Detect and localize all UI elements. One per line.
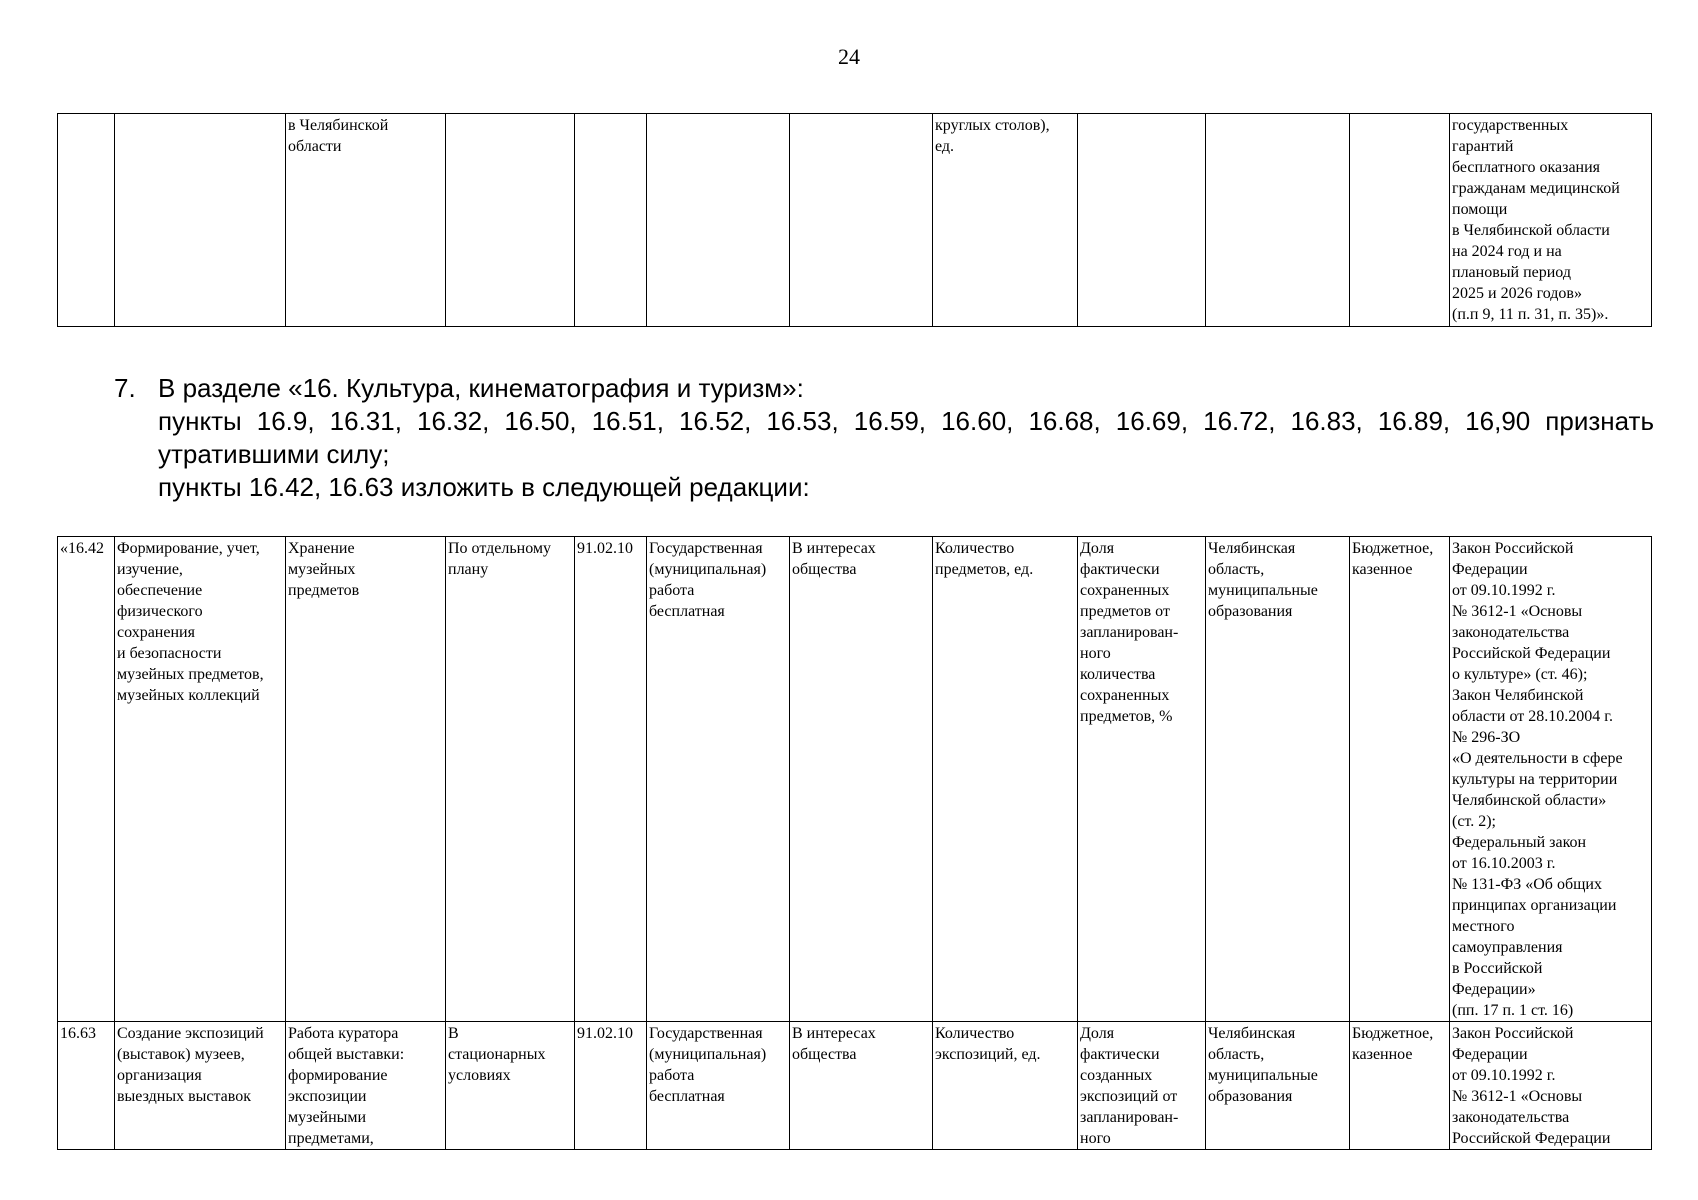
continuation-table <box>57 113 1652 327</box>
table-cell: Государственная (муниципальная) работа бесплатная <box>647 1022 790 1150</box>
table-cell <box>1350 114 1450 327</box>
table-cell: В стационарных условиях <box>446 1022 575 1150</box>
table-cell: круглых столов), ед. <box>933 114 1078 327</box>
table-cell <box>115 114 286 327</box>
table-cell: Хранение музейных предметов <box>286 537 446 1022</box>
table-cell: «16.42 <box>58 537 115 1022</box>
table-cell <box>575 114 647 327</box>
table-cell <box>790 114 933 327</box>
table-cell: Закон Российской Федерации от 09.10.1992 г. № 3612-1 «Основы законодательства Российской Федерации о культуре» (ст. 46); Закон Челябинской области от 28.10.2004 г. № 296-ЗО «О деятельности в сфере культуры на территории Челябинской области» (ст. 2); Федеральный закон от 16.10.2003 г. № 131-ФЗ «Об общих принципах организации местного самоуправления в Российской Федерации» (пп. 17 п. 1 ст. 16) <box>1450 537 1652 1022</box>
table-cell: В интересах общества <box>790 1022 933 1150</box>
table-cell: Закон Российской Федерации от 09.10.1992 г. № 3612-1 «Основы законодательства Российской Федерации <box>1450 1022 1652 1150</box>
table-cell <box>647 114 790 327</box>
table-cell: Государственная (муниципальная) работа бесплатная <box>647 537 790 1022</box>
table-cell: В интересах общества <box>790 537 933 1022</box>
table-row <box>58 537 1652 1022</box>
table-cell: Челябинская область, муниципальные образования <box>1206 1022 1350 1150</box>
table-cell <box>446 114 575 327</box>
table-cell <box>1206 114 1350 327</box>
table-cell: 91.02.10 <box>575 1022 647 1150</box>
section-line: пункты 16.9, 16.31, 16.32, 16.50, 16.51, 16.52, 16.53, 16.59, 16.60, 16.68, 16.69, 16.72, 16.83, 16.89, 16,90 признать <box>158 406 1654 436</box>
section-heading: В разделе «16. Культура, кинематография и туризм»: <box>158 373 804 403</box>
table-cell: Создание экспозиций (выставок) музеев, организация выездных выставок <box>115 1022 286 1150</box>
amendment-section <box>114 372 1654 504</box>
table-cell: государственных гарантий бесплатного оказания гражданам медицинской помощи в Челябинской области на 2024 год и на плановый период 2025 и 2026 годов» (п.п 9, 11 п. 31, п. 35)». <box>1450 114 1652 327</box>
section-number: 7. <box>114 373 136 403</box>
table-cell: Бюджетное, казенное <box>1350 537 1450 1022</box>
table-cell: Доля фактически сохраненных предметов от запланирован- ного количества сохраненных предметов, % <box>1078 537 1206 1022</box>
table-cell: в Челябинской области <box>286 114 446 327</box>
table-row <box>58 114 1652 327</box>
table-cell <box>58 114 115 327</box>
table-cell: 91.02.10 <box>575 537 647 1022</box>
table-cell: Количество экспозиций, ед. <box>933 1022 1078 1150</box>
amendment-table <box>57 536 1652 1150</box>
table-cell: По отдельному плану <box>446 537 575 1022</box>
section-line: утратившими силу; <box>158 439 390 469</box>
page-number: 24 <box>838 44 860 69</box>
table-cell: Бюджетное, казенное <box>1350 1022 1450 1150</box>
section-line: пункты 16.42, 16.63 изложить в следующей редакции: <box>158 472 810 502</box>
table-cell: Работа куратора общей выставки: формирование экспозиции музейными предметами, <box>286 1022 446 1150</box>
table-cell <box>1078 114 1206 327</box>
table-row <box>58 1022 1652 1150</box>
table-cell: 16.63 <box>58 1022 115 1150</box>
table-cell: Количество предметов, ед. <box>933 537 1078 1022</box>
table-cell: Челябинская область, муниципальные образования <box>1206 537 1350 1022</box>
table-cell: Доля фактически созданных экспозиций от запланирован- ного <box>1078 1022 1206 1150</box>
table-cell: Формирование, учет, изучение, обеспечение физического сохранения и безопасности музейных предметов, музейных коллекций <box>115 537 286 1022</box>
